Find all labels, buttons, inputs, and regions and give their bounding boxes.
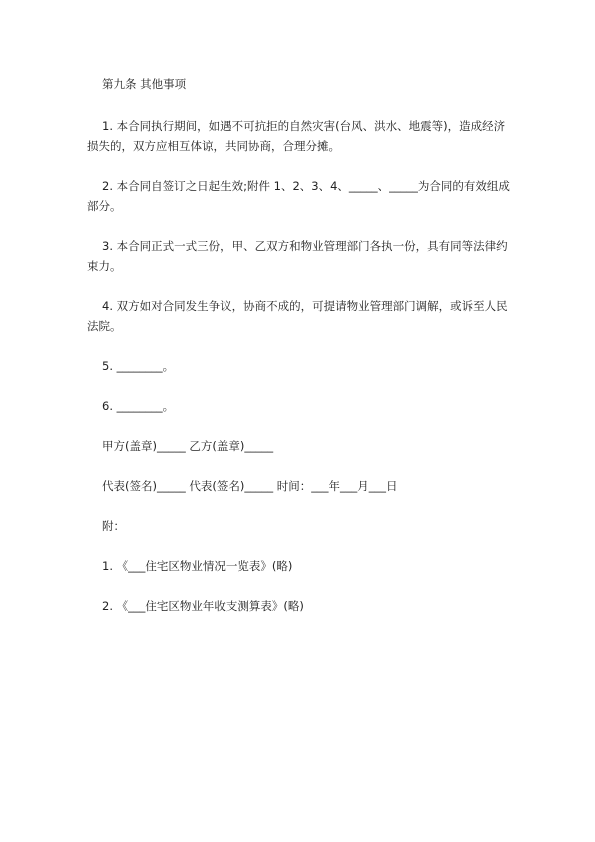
clause-3-line-1: 3. 本合同正式一式三份，甲、乙双方和物业管理部门各执一份，具有同等法律约 bbox=[102, 239, 508, 253]
clause-4-line-2: 法院。 bbox=[87, 319, 122, 333]
clause-5: 5. ________。 bbox=[102, 359, 175, 373]
representative-signature-line: 代表(签名)_____ 代表(签名)_____ 时间：___年___月___日 bbox=[102, 479, 398, 493]
clause-6: 6. ________。 bbox=[102, 399, 175, 413]
clause-3-line-2: 束力。 bbox=[87, 259, 122, 273]
party-seal-line: 甲方(盖章)_____ 乙方(盖章)_____ bbox=[102, 439, 274, 453]
clause-2-line-2: 部分。 bbox=[87, 199, 122, 213]
clause-1-line-1: 1. 本合同执行期间，如遇不可抗拒的自然灾害(台风、洪水、地震等)，造成经济 bbox=[102, 119, 506, 133]
clause-2-line-1: 2. 本合同自签订之日起生效;附件 1、2、3、4、_____、_____为合同的有效组成 bbox=[102, 179, 510, 193]
clause-1-line-2: 损失的，双方应相互体谅，共同协商，合理分摊。 bbox=[87, 139, 340, 153]
attachment-item-2: 2. 《___住宅区物业年收支测算表》(略) bbox=[102, 599, 304, 613]
section-heading: 第九条 其他事项 bbox=[102, 77, 187, 91]
attachment-item-1: 1. 《___住宅区物业情况一览表》(略) bbox=[102, 559, 293, 573]
clause-4-line-1: 4. 双方如对合同发生争议，协商不成的，可提请物业管理部门调解，或诉至人民 bbox=[102, 299, 508, 313]
attachment-heading: 附： bbox=[102, 519, 125, 533]
